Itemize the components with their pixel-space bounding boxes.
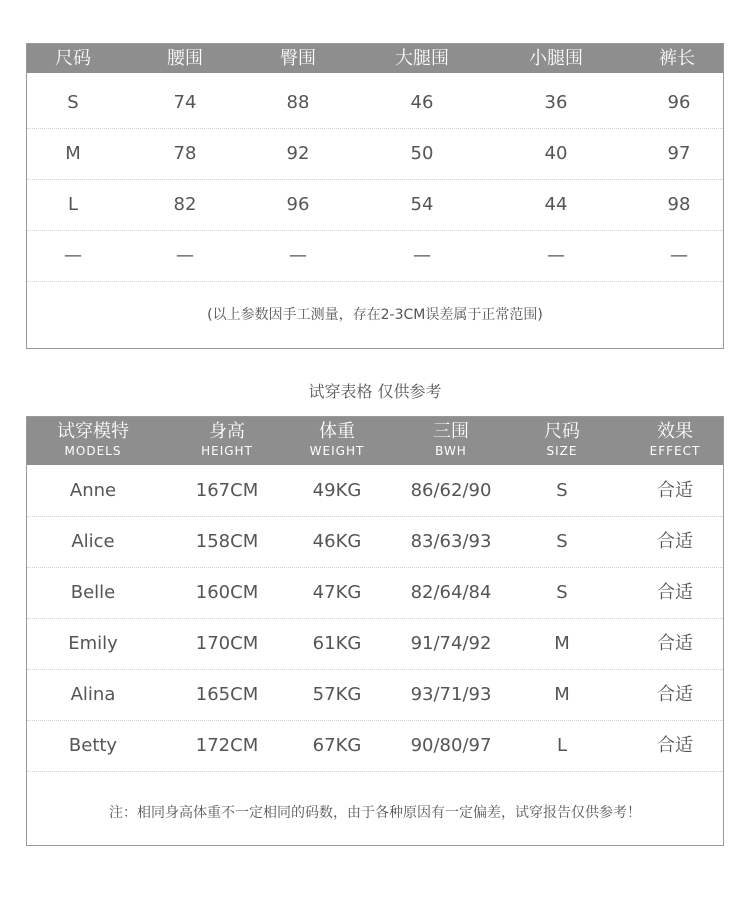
model-table bbox=[26, 416, 724, 846]
size-table-header bbox=[27, 44, 723, 73]
thigh-cell: — bbox=[413, 245, 431, 266]
table-row bbox=[27, 567, 723, 619]
header-height bbox=[187, 421, 267, 459]
height-cell: 167CM bbox=[195, 480, 259, 501]
weight-cell: 46KG bbox=[312, 531, 362, 552]
effect-cell: 合适 bbox=[657, 582, 693, 603]
table-row bbox=[27, 465, 723, 517]
calf-cell: 36 bbox=[544, 92, 568, 113]
size-cell: S bbox=[556, 480, 568, 501]
header-bwh bbox=[411, 421, 491, 459]
table-row bbox=[27, 669, 723, 721]
length-cell: 97 bbox=[667, 143, 691, 164]
table-row bbox=[27, 77, 723, 129]
length-cell: 96 bbox=[667, 92, 691, 113]
weight-cell: 67KG bbox=[312, 735, 362, 756]
header-models-cn: 试穿模特 bbox=[57, 421, 129, 442]
hip-cell: 96 bbox=[286, 194, 310, 215]
height-cell: 165CM bbox=[195, 684, 259, 705]
header-size: 尺码 bbox=[55, 48, 91, 69]
header-bwh-en: BWH bbox=[435, 444, 467, 458]
table-row bbox=[27, 720, 723, 772]
header-hip: 臀围 bbox=[280, 48, 316, 69]
header-size2-en: SIZE bbox=[546, 444, 578, 458]
size-cell: M bbox=[554, 633, 570, 654]
waist-cell: 74 bbox=[173, 92, 197, 113]
header-height-en: HEIGHT bbox=[201, 444, 253, 458]
header-weight-en: WEIGHT bbox=[309, 444, 365, 458]
bwh-cell: 91/74/92 bbox=[410, 633, 492, 654]
header-size2 bbox=[522, 421, 602, 459]
model-name-cell: Belle bbox=[70, 582, 116, 603]
size-cell: L bbox=[556, 735, 568, 756]
table-row bbox=[27, 618, 723, 670]
model-name-cell: Alice bbox=[71, 531, 115, 552]
model-name-cell: Alina bbox=[70, 684, 116, 705]
length-cell: — bbox=[670, 245, 688, 266]
header-weight-cn: 体重 bbox=[319, 421, 355, 442]
header-models bbox=[27, 421, 159, 459]
height-cell: 170CM bbox=[195, 633, 259, 654]
header-effect bbox=[635, 421, 715, 459]
size-cell: S bbox=[556, 531, 568, 552]
effect-cell: 合适 bbox=[657, 480, 693, 501]
weight-cell: 47KG bbox=[312, 582, 362, 603]
effect-cell: 合适 bbox=[657, 531, 693, 552]
height-cell: 172CM bbox=[195, 735, 259, 756]
size-cell: L bbox=[67, 194, 79, 215]
bwh-cell: 82/64/84 bbox=[410, 582, 492, 603]
header-bwh-cn: 三围 bbox=[433, 421, 469, 442]
thigh-cell: 46 bbox=[410, 92, 434, 113]
weight-cell: 57KG bbox=[312, 684, 362, 705]
height-cell: 158CM bbox=[195, 531, 259, 552]
try-on-title: 试穿表格 仅供参考 bbox=[308, 382, 442, 401]
header-waist: 腰围 bbox=[167, 48, 203, 69]
waist-cell: — bbox=[176, 245, 194, 266]
model-table-header bbox=[27, 417, 723, 465]
thigh-cell: 54 bbox=[410, 194, 434, 215]
model-name-cell: Betty bbox=[68, 735, 118, 756]
size-cell: S bbox=[67, 92, 79, 113]
length-cell: 98 bbox=[667, 194, 691, 215]
header-size2-cn: 尺码 bbox=[544, 421, 580, 442]
header-effect-en: EFFECT bbox=[649, 444, 701, 458]
weight-cell: 49KG bbox=[312, 480, 362, 501]
model-name-cell: Emily bbox=[68, 633, 118, 654]
size-table bbox=[26, 43, 724, 349]
calf-cell: — bbox=[547, 245, 565, 266]
header-weight bbox=[297, 421, 377, 459]
header-thigh: 大腿围 bbox=[395, 48, 449, 69]
table-row bbox=[27, 179, 723, 231]
effect-cell: 合适 bbox=[657, 633, 693, 654]
calf-cell: 44 bbox=[544, 194, 568, 215]
size-cell: S bbox=[556, 582, 568, 603]
size-cell: M bbox=[554, 684, 570, 705]
size-cell: M bbox=[65, 143, 81, 164]
calf-cell: 40 bbox=[544, 143, 568, 164]
size-cell: — bbox=[64, 245, 82, 266]
header-models-en: MODELS bbox=[64, 444, 122, 458]
thigh-cell: 50 bbox=[410, 143, 434, 164]
waist-cell: 82 bbox=[173, 194, 197, 215]
model-name-cell: Anne bbox=[69, 480, 117, 501]
effect-cell: 合适 bbox=[657, 735, 693, 756]
bwh-cell: 93/71/93 bbox=[410, 684, 492, 705]
table-row bbox=[27, 516, 723, 568]
size-table-note: (以上参数因手工测量，存在2-3CM误差属于正常范围) bbox=[207, 307, 543, 323]
bwh-cell: 83/63/93 bbox=[410, 531, 492, 552]
bwh-cell: 90/80/97 bbox=[410, 735, 492, 756]
table-row bbox=[27, 128, 723, 180]
header-calf: 小腿围 bbox=[529, 48, 583, 69]
table-row bbox=[27, 230, 723, 282]
height-cell: 160CM bbox=[195, 582, 259, 603]
effect-cell: 合适 bbox=[657, 684, 693, 705]
hip-cell: 88 bbox=[286, 92, 310, 113]
hip-cell: 92 bbox=[286, 143, 310, 164]
weight-cell: 61KG bbox=[312, 633, 362, 654]
hip-cell: — bbox=[289, 245, 307, 266]
bwh-cell: 86/62/90 bbox=[410, 480, 492, 501]
header-height-cn: 身高 bbox=[209, 421, 245, 442]
model-table-note: 注：相同身高体重不一定相同的码数，由于各种原因有一定偏差，试穿报告仅供参考！ bbox=[109, 805, 641, 821]
header-effect-cn: 效果 bbox=[657, 421, 693, 442]
waist-cell: 78 bbox=[173, 143, 197, 164]
header-length: 裤长 bbox=[659, 48, 695, 69]
